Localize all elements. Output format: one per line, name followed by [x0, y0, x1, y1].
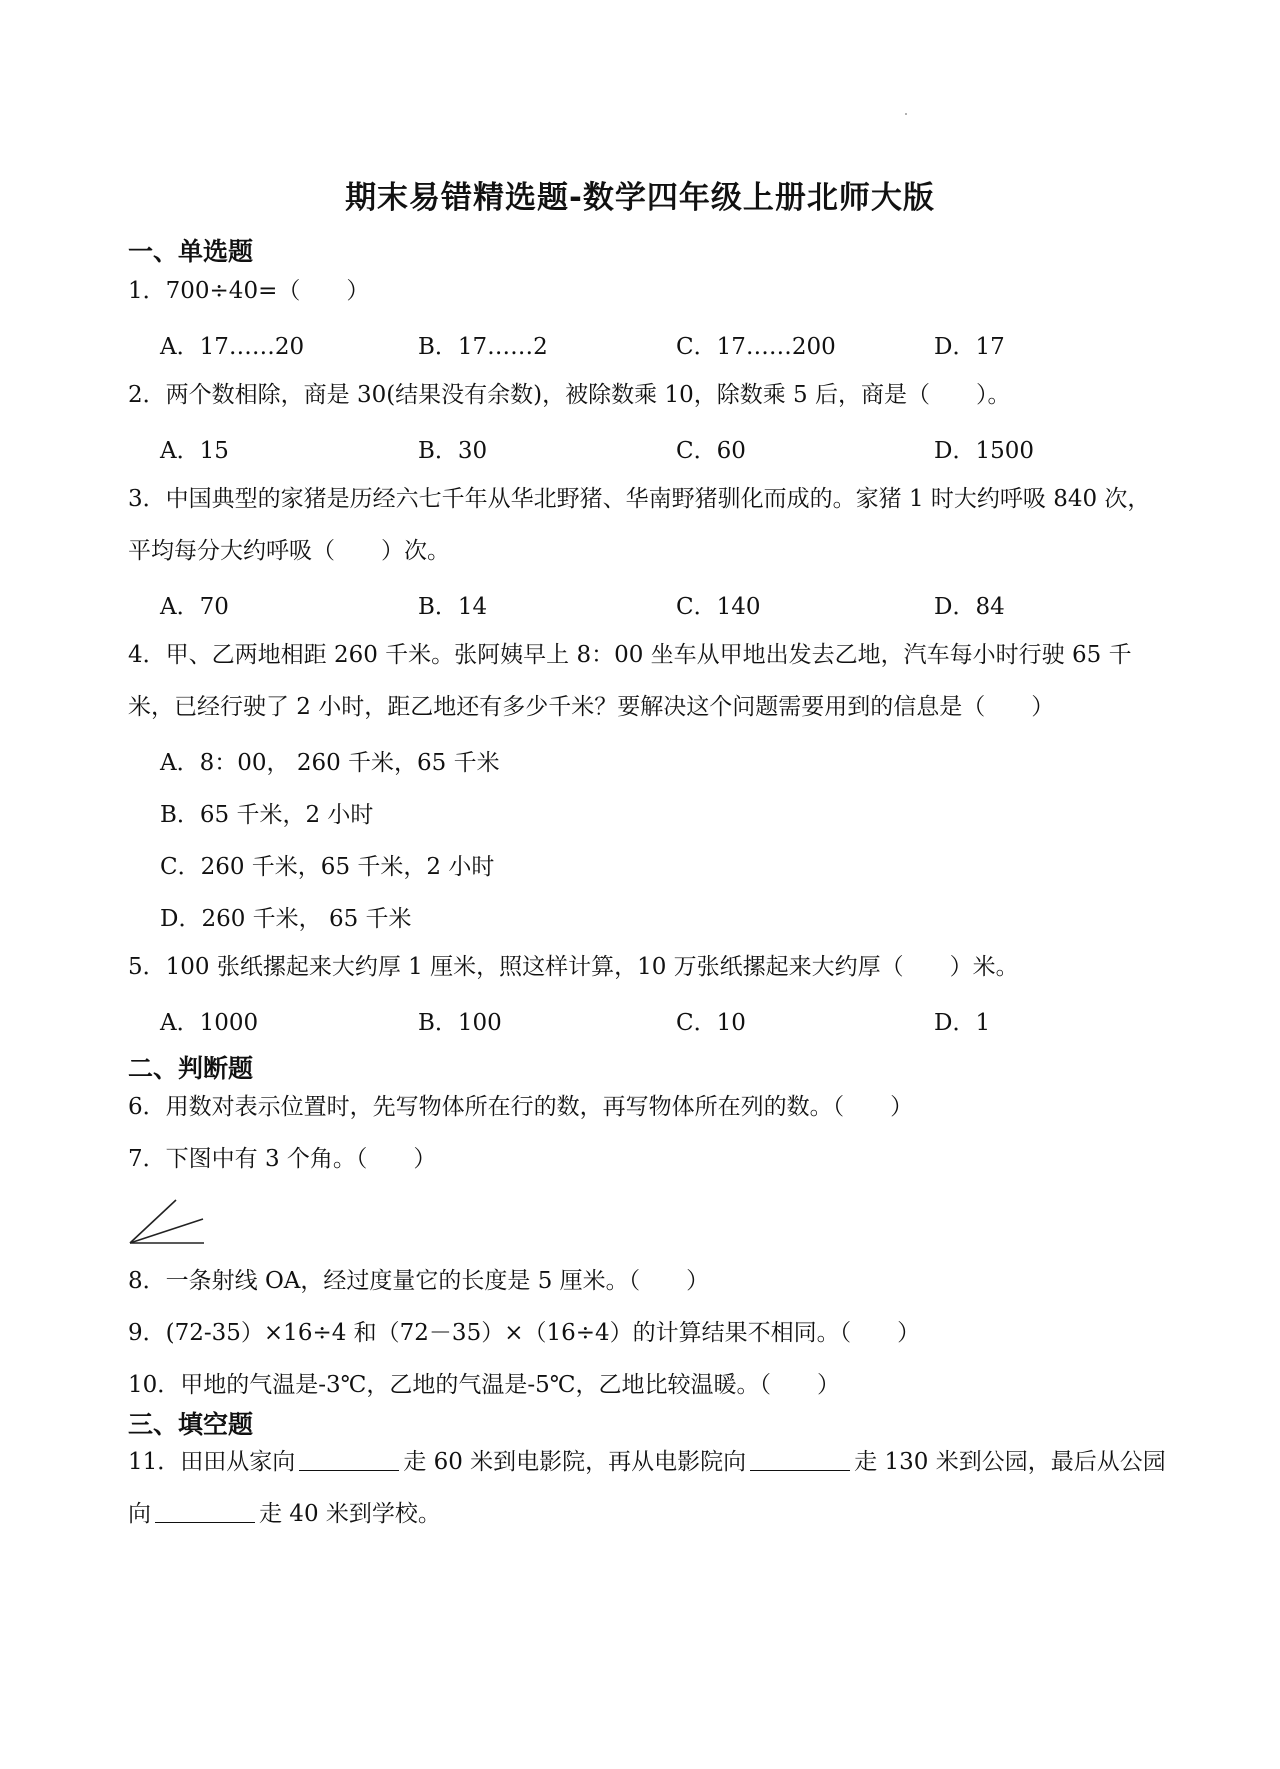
question-1-option-c: C．17……200 [676, 334, 836, 360]
question-1-option-a: A．17……20 [160, 334, 305, 360]
question-1-option-b: B．17……2 [418, 334, 548, 360]
question-3-line-1: 3．中国典型的家猪是历经六七千年从华北野猪、华南野猪驯化而成的。家猪 1 时大约呼吸 840 次， [128, 486, 1151, 512]
angle-rays-figure [128, 1198, 218, 1248]
question-3-line-2: 平均每分大约呼吸（ ）次。 [128, 538, 450, 564]
ray-middle [130, 1219, 203, 1243]
question-3-option-c: C．140 [676, 594, 761, 620]
question-3-option-d: D．84 [934, 594, 1005, 620]
question-3-option-a: A．70 [160, 594, 229, 620]
question-10: 10．甲地的气温是-3℃，乙地的气温是-5℃，乙地比较温暖。（ ） [128, 1372, 841, 1398]
section-heading-true-false: 二、判断题 [128, 1054, 254, 1083]
question-11-part-3: 走 130 米到公园，最后从公园 [854, 1449, 1166, 1475]
question-11-line-2 [128, 1488, 441, 1540]
question-5-stem: 5．100 张纸摞起来大约厚 1 厘米，照这样计算，10 万张纸摞起来大约厚（ ）米。 [128, 954, 1019, 980]
section-heading-single-choice: 一、单选题 [128, 237, 254, 266]
question-4-line-1: 4．甲、乙两地相距 260 千米。张阿姨早上 8：00 坐车从甲地出发去乙地，汽车每小时行驶 65 千 [128, 642, 1132, 668]
question-4-option-a: A．8：00， 260 千米，65 千米 [160, 750, 500, 776]
question-7: 7．下图中有 3 个角。（ ） [128, 1146, 437, 1172]
question-8: 8．一条射线 OA，经过度量它的长度是 5 厘米。（ ） [128, 1268, 710, 1294]
question-4-option-b: B．65 千米，2 小时 [160, 802, 374, 828]
section-heading-fill-blank: 三、填空题 [128, 1410, 254, 1439]
ray-upper [130, 1200, 176, 1243]
question-4-option-d: D．260 千米， 65 千米 [160, 906, 412, 932]
question-2-option-c: C．60 [676, 438, 746, 464]
question-1-option-d: D．17 [934, 334, 1005, 360]
scan-speck [905, 113, 907, 115]
question-3-option-b: B．14 [418, 594, 488, 620]
question-5-option-b: B．100 [418, 1010, 502, 1036]
question-6: 6．用数对表示位置时，先写物体所在行的数，再写物体所在列的数。（ ） [128, 1094, 914, 1120]
question-1-stem: 1．700÷40=（ ） [128, 278, 370, 304]
question-5-option-c: C．10 [676, 1010, 746, 1036]
question-11-part-1: 11．田田从家向 [128, 1449, 296, 1475]
question-2-option-b: B．30 [418, 438, 488, 464]
question-11-part-5: 走 40 米到学校。 [259, 1501, 441, 1527]
question-11-part-2: 走 60 米到电影院，再从电影院向 [403, 1449, 747, 1475]
blank-direction-2[interactable] [750, 1448, 850, 1471]
question-5-option-a: A．1000 [160, 1010, 259, 1036]
question-11-line-1 [128, 1436, 1166, 1488]
question-11-part-4: 向 [128, 1501, 151, 1527]
blank-direction-1[interactable] [299, 1448, 399, 1471]
question-2-option-a: A．15 [160, 438, 229, 464]
question-2-stem: 2．两个数相除，商是 30(结果没有余数)，被除数乘 10，除数乘 5 后，商是（ ）。 [128, 382, 1011, 408]
question-2-option-d: D．1500 [934, 438, 1034, 464]
blank-direction-3[interactable] [155, 1500, 255, 1523]
page-title: 期末易错精选题-数学四年级上册北师大版 [345, 180, 935, 216]
question-5-option-d: D．1 [934, 1010, 991, 1036]
question-4-option-c: C．260 千米，65 千米，2 小时 [160, 854, 495, 880]
question-9: 9．(72-35）×16÷4 和（72－35）×（16÷4）的计算结果不相同。（ ） [128, 1320, 921, 1346]
question-4-line-2: 米，已经行驶了 2 小时，距乙地还有多少千米？要解决这个问题需要用到的信息是（ ） [128, 694, 1055, 720]
